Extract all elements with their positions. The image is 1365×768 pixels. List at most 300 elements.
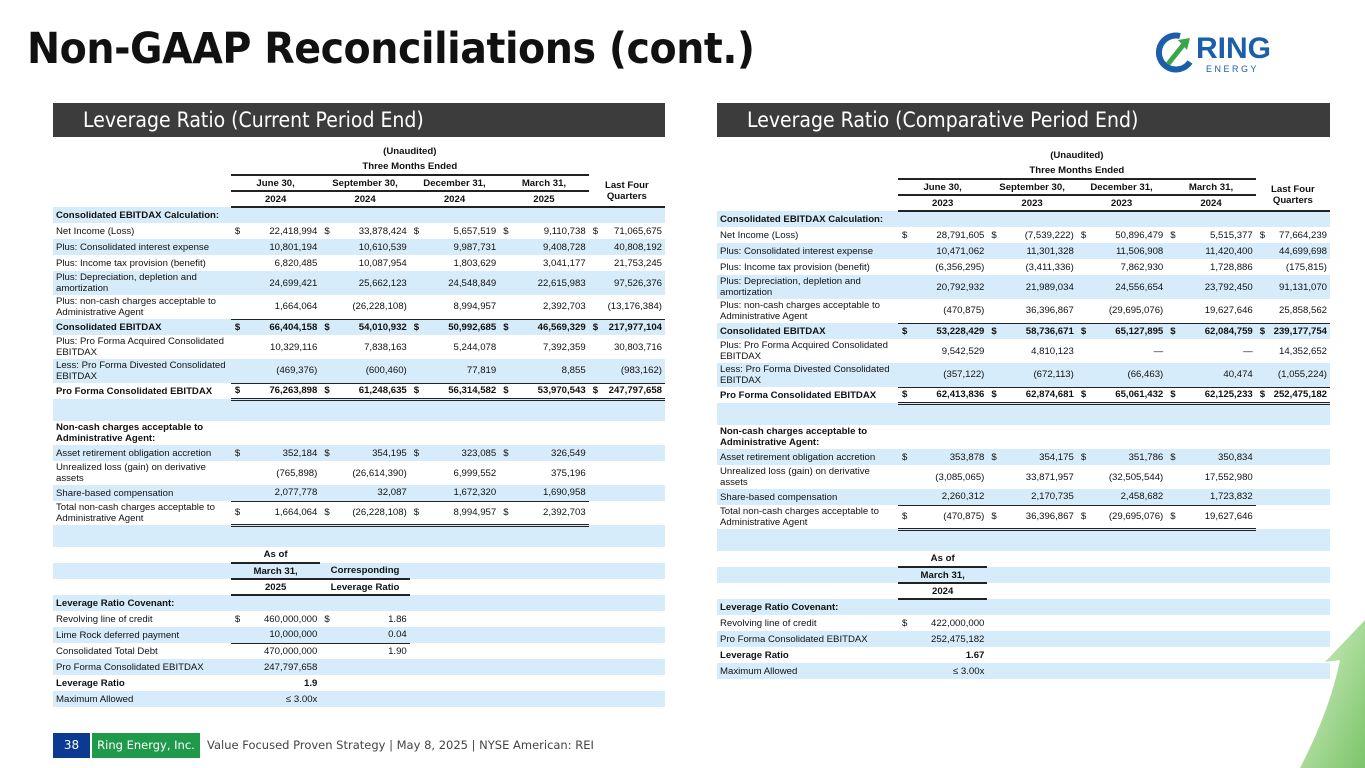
row-value: 54,010,932 (335, 319, 410, 335)
table-row (717, 599, 1330, 615)
row-value: (3,085,065) (935, 471, 985, 483)
row-value: 2,170,735 (1002, 489, 1077, 505)
currency-symbol (410, 271, 424, 295)
row-label: Total non-cash charges acceptable to Administrative Agent (720, 506, 879, 528)
table-row (717, 449, 1330, 465)
row-value: 33,871,957 (1025, 471, 1074, 483)
currency-symbol: $ (987, 449, 1001, 465)
row-value: 354,195 (335, 445, 410, 461)
currency-symbol: $ (1166, 387, 1180, 403)
currency-symbol (589, 239, 603, 255)
cell (1270, 505, 1330, 529)
cell (589, 643, 603, 659)
spacer-row (717, 403, 1330, 425)
cell (589, 445, 603, 461)
cell (987, 567, 1330, 583)
cell (987, 583, 1330, 599)
currency-symbol (320, 207, 334, 223)
cell (1166, 647, 1180, 663)
row-label: Maximum Allowed (53, 691, 231, 707)
row-value: (13,176,384) (607, 301, 662, 313)
row-label: Plus: non-cash charges acceptable to Administrative Agent (56, 296, 216, 318)
row-value: 7,838,163 (364, 341, 407, 353)
row-value: 17,552,980 (1204, 471, 1253, 483)
cell (513, 611, 588, 627)
row-label: Plus: Depreciation, depletion and amortization (53, 271, 231, 295)
row-value: 354,175 (1002, 449, 1077, 465)
row-value: 323,085 (424, 445, 499, 461)
row-value: 252,475,182 (1270, 387, 1330, 403)
currency-symbol (231, 485, 245, 501)
cell (898, 425, 1330, 449)
year-header: 2024 (410, 191, 499, 207)
table-row (717, 299, 1330, 323)
table-row (717, 323, 1330, 339)
year-header: 2024 (320, 191, 409, 207)
row-value (245, 595, 320, 611)
row-value (1091, 211, 1166, 227)
row-label: Unrealized loss (gain) on derivative assets (720, 466, 870, 488)
row-value: 422,000,000 (931, 617, 985, 629)
row-value: 351,786 (1091, 449, 1166, 465)
currency-symbol (320, 271, 334, 295)
row-value: 10,471,062 (912, 243, 987, 259)
row-value: 2,458,682 (1091, 489, 1166, 505)
cell (320, 547, 409, 563)
cell (717, 179, 898, 195)
currency-symbol (1256, 211, 1270, 227)
cell (1256, 147, 1330, 163)
currency-symbol (320, 643, 334, 659)
row-value: 1,664,064 (245, 501, 320, 525)
row-value: 28,791,605 (936, 229, 985, 241)
row-value: 25,858,562 (1278, 305, 1327, 317)
cell (1002, 663, 1077, 679)
cell (717, 147, 898, 163)
currency-symbol (320, 295, 334, 319)
row-value: 10,087,954 (358, 257, 407, 269)
row-value (424, 207, 499, 223)
row-value: 1.67 (965, 649, 985, 661)
row-value: 8,994,957 (453, 301, 497, 313)
table-row (717, 647, 1330, 663)
currency-symbol (231, 691, 245, 707)
currency-symbol (499, 255, 513, 271)
currency-symbol: $ (324, 613, 330, 625)
row-value (513, 207, 588, 223)
currency-symbol: $ (499, 383, 513, 399)
cell (499, 643, 513, 659)
row-label: Net Income (Loss) (720, 229, 799, 241)
table-row (717, 465, 1330, 489)
cell (410, 595, 424, 611)
currency-symbol (231, 643, 245, 659)
row-value: 1,672,320 (424, 485, 499, 501)
cell (410, 547, 665, 563)
cell (410, 563, 665, 579)
section-header-current: Leverage Ratio (Current Period End) (53, 103, 665, 137)
logo-subtext: E N E R G Y (1206, 64, 1257, 74)
year-header: 2023 (898, 195, 987, 211)
cell (499, 675, 513, 691)
row-label: Asset retirement obligation accretion (53, 445, 231, 461)
cell (1077, 631, 1091, 647)
currency-symbol: $ (1077, 387, 1091, 403)
currency-symbol (987, 259, 1001, 275)
currency-symbol (410, 255, 424, 271)
row-value: (983,162) (603, 359, 665, 383)
row-label: Maximum Allowed (717, 663, 898, 679)
cell (53, 399, 665, 421)
row-label: Leverage Ratio (56, 677, 125, 689)
cell (1091, 631, 1166, 647)
year-header: 2023 (1077, 195, 1166, 211)
row-value: 2,392,703 (543, 301, 586, 313)
row-value: 10,329,116 (270, 341, 318, 353)
row-value: 76,263,898 (245, 383, 320, 399)
row-value: (1,055,224) (1270, 363, 1330, 387)
currency-symbol (410, 485, 424, 501)
month-header: December 31, (410, 175, 499, 191)
row-value: 1,728,886 (1210, 261, 1253, 273)
row-value: — (1153, 345, 1164, 357)
currency-symbol (898, 299, 912, 323)
cell (589, 659, 603, 675)
row-label: Plus: Pro Forma Acquired Consolidated EBITDAX (56, 336, 224, 358)
row-value: 71,065,675 (613, 225, 662, 237)
row-label: Plus: Consolidated interest expense (717, 243, 898, 259)
currency-symbol (898, 211, 912, 227)
currency-symbol: $ (499, 445, 513, 461)
cell (410, 691, 424, 707)
cell (1091, 615, 1166, 631)
row-value: 62,874,681 (1002, 387, 1077, 403)
currency-symbol (410, 461, 424, 485)
row-value: (470,875) (943, 305, 985, 317)
currency-symbol (898, 339, 912, 363)
cell (410, 643, 424, 659)
row-value: — (1243, 345, 1253, 357)
row-value: 23,792,450 (1180, 275, 1255, 299)
asof-header: March 31, (231, 563, 320, 579)
currency-symbol: $ (320, 383, 334, 399)
row-value: (32,505,544) (1108, 471, 1164, 483)
currency-symbol (231, 271, 245, 295)
currency-symbol (987, 363, 1001, 387)
row-label: Consolidated Total Debt (56, 645, 158, 657)
leverage-table-comparative (717, 147, 1330, 679)
currency-symbol (410, 359, 424, 383)
row-label: Consolidated EBITDAX (53, 319, 231, 335)
currency-symbol: $ (1166, 323, 1180, 339)
noncash-header: Non-cash charges acceptable to Administrative Agent: (720, 426, 868, 448)
table-row (717, 387, 1330, 403)
table-row (53, 295, 665, 319)
cell (424, 691, 499, 707)
table-row (53, 207, 665, 223)
currency-symbol: $ (324, 225, 330, 237)
row-label: Revolving line of credit (56, 613, 153, 625)
cell (589, 461, 603, 485)
row-value: (7,539,222) (1024, 229, 1074, 241)
currency-symbol: $ (1166, 505, 1180, 529)
row-label: Leverage Ratio Covenant: (53, 595, 231, 611)
cell (603, 445, 665, 461)
row-value: 91,131,070 (1270, 275, 1330, 299)
cell (717, 551, 898, 567)
currency-symbol (499, 461, 513, 485)
month-header: December 31, (1077, 179, 1166, 195)
currency-symbol (231, 627, 245, 643)
row-value: 53,970,543 (513, 383, 588, 399)
row-value: 5,657,519 (453, 225, 497, 237)
year-header: 2024 (1166, 195, 1255, 211)
month-header: June 30, (898, 179, 987, 195)
table-row (53, 461, 665, 485)
currency-symbol: $ (589, 383, 603, 399)
currency-symbol (589, 295, 603, 319)
currency-symbol (499, 239, 513, 255)
row-value: 7,392,359 (543, 341, 586, 353)
currency-symbol: $ (987, 323, 1001, 339)
currency-symbol (231, 239, 245, 255)
currency-symbol: $ (1166, 449, 1180, 465)
row-value: 58,736,671 (1002, 323, 1077, 339)
cell (499, 595, 513, 611)
currency-symbol (320, 627, 334, 643)
cell (499, 627, 513, 643)
table-row (717, 615, 1330, 631)
cell (603, 501, 665, 525)
row-value: 2,260,312 (912, 489, 987, 505)
table-row (53, 611, 665, 627)
table-row (53, 627, 665, 643)
currency-symbol (589, 271, 603, 295)
row-value: 352,184 (245, 445, 320, 461)
currency-symbol (1166, 299, 1180, 323)
row-value: 24,548,849 (424, 271, 499, 295)
asof-header: 2024 (898, 583, 987, 599)
cell (603, 485, 665, 501)
table-row (53, 485, 665, 501)
row-label: Revolving line of credit (720, 617, 817, 629)
row-value: 10,801,194 (245, 239, 320, 255)
cell (231, 421, 665, 445)
cell (987, 599, 1001, 615)
currency-symbol (231, 295, 245, 319)
row-value: 65,127,895 (1091, 323, 1166, 339)
currency-symbol (1166, 243, 1180, 259)
currency-symbol (499, 359, 513, 383)
cell (424, 611, 499, 627)
table-row (53, 675, 665, 691)
cell (1091, 647, 1166, 663)
currency-symbol: $ (987, 505, 1001, 529)
cell (603, 643, 665, 659)
cell (1002, 647, 1077, 663)
row-value: 36,396,867 (1002, 505, 1077, 529)
row-label: Total non-cash charges acceptable to Administrative Agent (56, 502, 215, 524)
table-row (717, 259, 1330, 275)
row-value: (175,815) (1285, 261, 1327, 273)
cell (1166, 631, 1180, 647)
cell (589, 485, 603, 501)
row-value: 97,526,376 (603, 271, 665, 295)
cell (603, 461, 665, 485)
cell (1256, 163, 1330, 179)
cell (717, 529, 1330, 551)
row-label: Asset retirement obligation accretion (717, 449, 898, 465)
row-label: Leverage Ratio (720, 649, 789, 661)
ltm-header: Last Four Quarters (1256, 179, 1330, 211)
row-value: 2,077,778 (245, 485, 320, 501)
row-value: 2,392,703 (513, 501, 588, 525)
row-value: (26,228,108) (335, 501, 410, 525)
currency-symbol (1256, 243, 1270, 259)
cell (53, 175, 231, 191)
row-value: 9,987,731 (424, 239, 499, 255)
cell (499, 659, 513, 675)
cell (53, 547, 231, 563)
cell (1077, 615, 1091, 631)
currency-symbol: $ (1077, 505, 1091, 529)
currency-symbol (898, 631, 912, 647)
row-value (245, 207, 320, 223)
spacer-row (717, 529, 1330, 551)
cell (1002, 631, 1077, 647)
row-value: 21,753,245 (613, 257, 662, 269)
currency-symbol: $ (901, 617, 908, 629)
currency-symbol: $ (1077, 323, 1091, 339)
currency-symbol (320, 675, 334, 691)
currency-symbol (1077, 299, 1091, 323)
row-value: 5,515,377 (1210, 229, 1253, 241)
table-row (53, 239, 665, 255)
row-value: 3,041,177 (543, 257, 586, 269)
cell (603, 659, 665, 675)
currency-symbol (1256, 339, 1270, 363)
row-value (1270, 211, 1330, 227)
row-value: 21,989,034 (1002, 275, 1077, 299)
row-label: Plus: Income tax provision (benefit) (720, 261, 870, 273)
currency-symbol (320, 255, 334, 271)
row-value: 9,542,529 (941, 345, 985, 357)
row-value: 8,994,957 (424, 501, 499, 525)
cell (589, 143, 665, 159)
table-row (717, 275, 1330, 299)
row-value: (469,376) (245, 359, 320, 383)
currency-symbol (231, 675, 245, 691)
cell (603, 611, 665, 627)
cell (53, 191, 231, 207)
row-label: Plus: Income tax provision (benefit) (56, 257, 206, 269)
row-value: 61,248,635 (335, 383, 410, 399)
cell (53, 579, 231, 595)
currency-symbol (589, 335, 603, 359)
row-value: 62,084,759 (1180, 323, 1255, 339)
row-value (335, 207, 410, 223)
row-value: 20,792,932 (912, 275, 987, 299)
unaudited-label: (Unaudited) (231, 143, 589, 159)
currency-symbol (231, 207, 245, 223)
row-value: 53,228,429 (912, 323, 987, 339)
currency-symbol: $ (231, 501, 245, 525)
row-label: Lime Rock deferred payment (53, 627, 231, 643)
currency-symbol: $ (898, 449, 912, 465)
cell (410, 659, 424, 675)
row-value: (765,898) (276, 467, 318, 479)
currency-symbol (1077, 243, 1091, 259)
currency-symbol (499, 485, 513, 501)
currency-symbol (987, 339, 1001, 363)
cell (1180, 647, 1255, 663)
row-value: 1.90 (335, 643, 410, 659)
cell (1166, 599, 1180, 615)
table-row (53, 383, 665, 399)
currency-symbol: $ (503, 225, 509, 237)
row-value: 470,000,000 (245, 643, 320, 659)
row-value (1002, 211, 1077, 227)
cell (499, 611, 513, 627)
cell (1166, 663, 1180, 679)
year-header: 2024 (231, 191, 320, 207)
row-value: 77,664,239 (1278, 229, 1327, 241)
currency-symbol (898, 259, 912, 275)
row-value: 1.86 (388, 613, 407, 625)
cell (1270, 465, 1330, 489)
row-value: 22,418,994 (269, 225, 318, 237)
row-value: 32,087 (335, 485, 410, 501)
green-arrow-decoration (1270, 600, 1365, 768)
currency-symbol (987, 275, 1001, 299)
unaudited-label: (Unaudited) (898, 147, 1256, 163)
table-row (717, 211, 1330, 227)
row-label: Less: Pro Forma Divested Consolidated EBITDAX (717, 363, 898, 387)
cell (1091, 599, 1166, 615)
currency-symbol (410, 207, 424, 223)
cell (717, 567, 898, 583)
currency-symbol (589, 255, 603, 271)
cell (1256, 663, 1270, 679)
currency-symbol (987, 211, 1001, 227)
currency-symbol (1256, 363, 1270, 387)
row-value: (26,614,390) (352, 467, 407, 479)
cell (589, 691, 603, 707)
cell (513, 691, 588, 707)
row-label: Net Income (Loss) (56, 225, 135, 237)
cell (1256, 465, 1270, 489)
currency-symbol (320, 335, 334, 359)
spacer-row (53, 525, 665, 547)
row-value: 326,549 (513, 445, 588, 461)
row-label: Plus: Pro Forma Acquired Consolidated EBITDAX (720, 340, 888, 362)
currency-symbol (410, 295, 424, 319)
cell (603, 691, 665, 707)
month-header: September 30, (320, 175, 409, 191)
row-value: 24,556,654 (1091, 275, 1166, 299)
currency-symbol (499, 271, 513, 295)
table-row (53, 445, 665, 461)
ltm-header: Last Four Quarters (589, 175, 665, 207)
currency-symbol (1166, 275, 1180, 299)
currency-symbol: $ (320, 445, 334, 461)
currency-symbol: $ (320, 319, 334, 335)
cell (1002, 615, 1077, 631)
row-value: (357,122) (912, 363, 987, 387)
currency-symbol (987, 465, 1001, 489)
row-value: 46,569,329 (513, 319, 588, 335)
cell (513, 595, 588, 611)
